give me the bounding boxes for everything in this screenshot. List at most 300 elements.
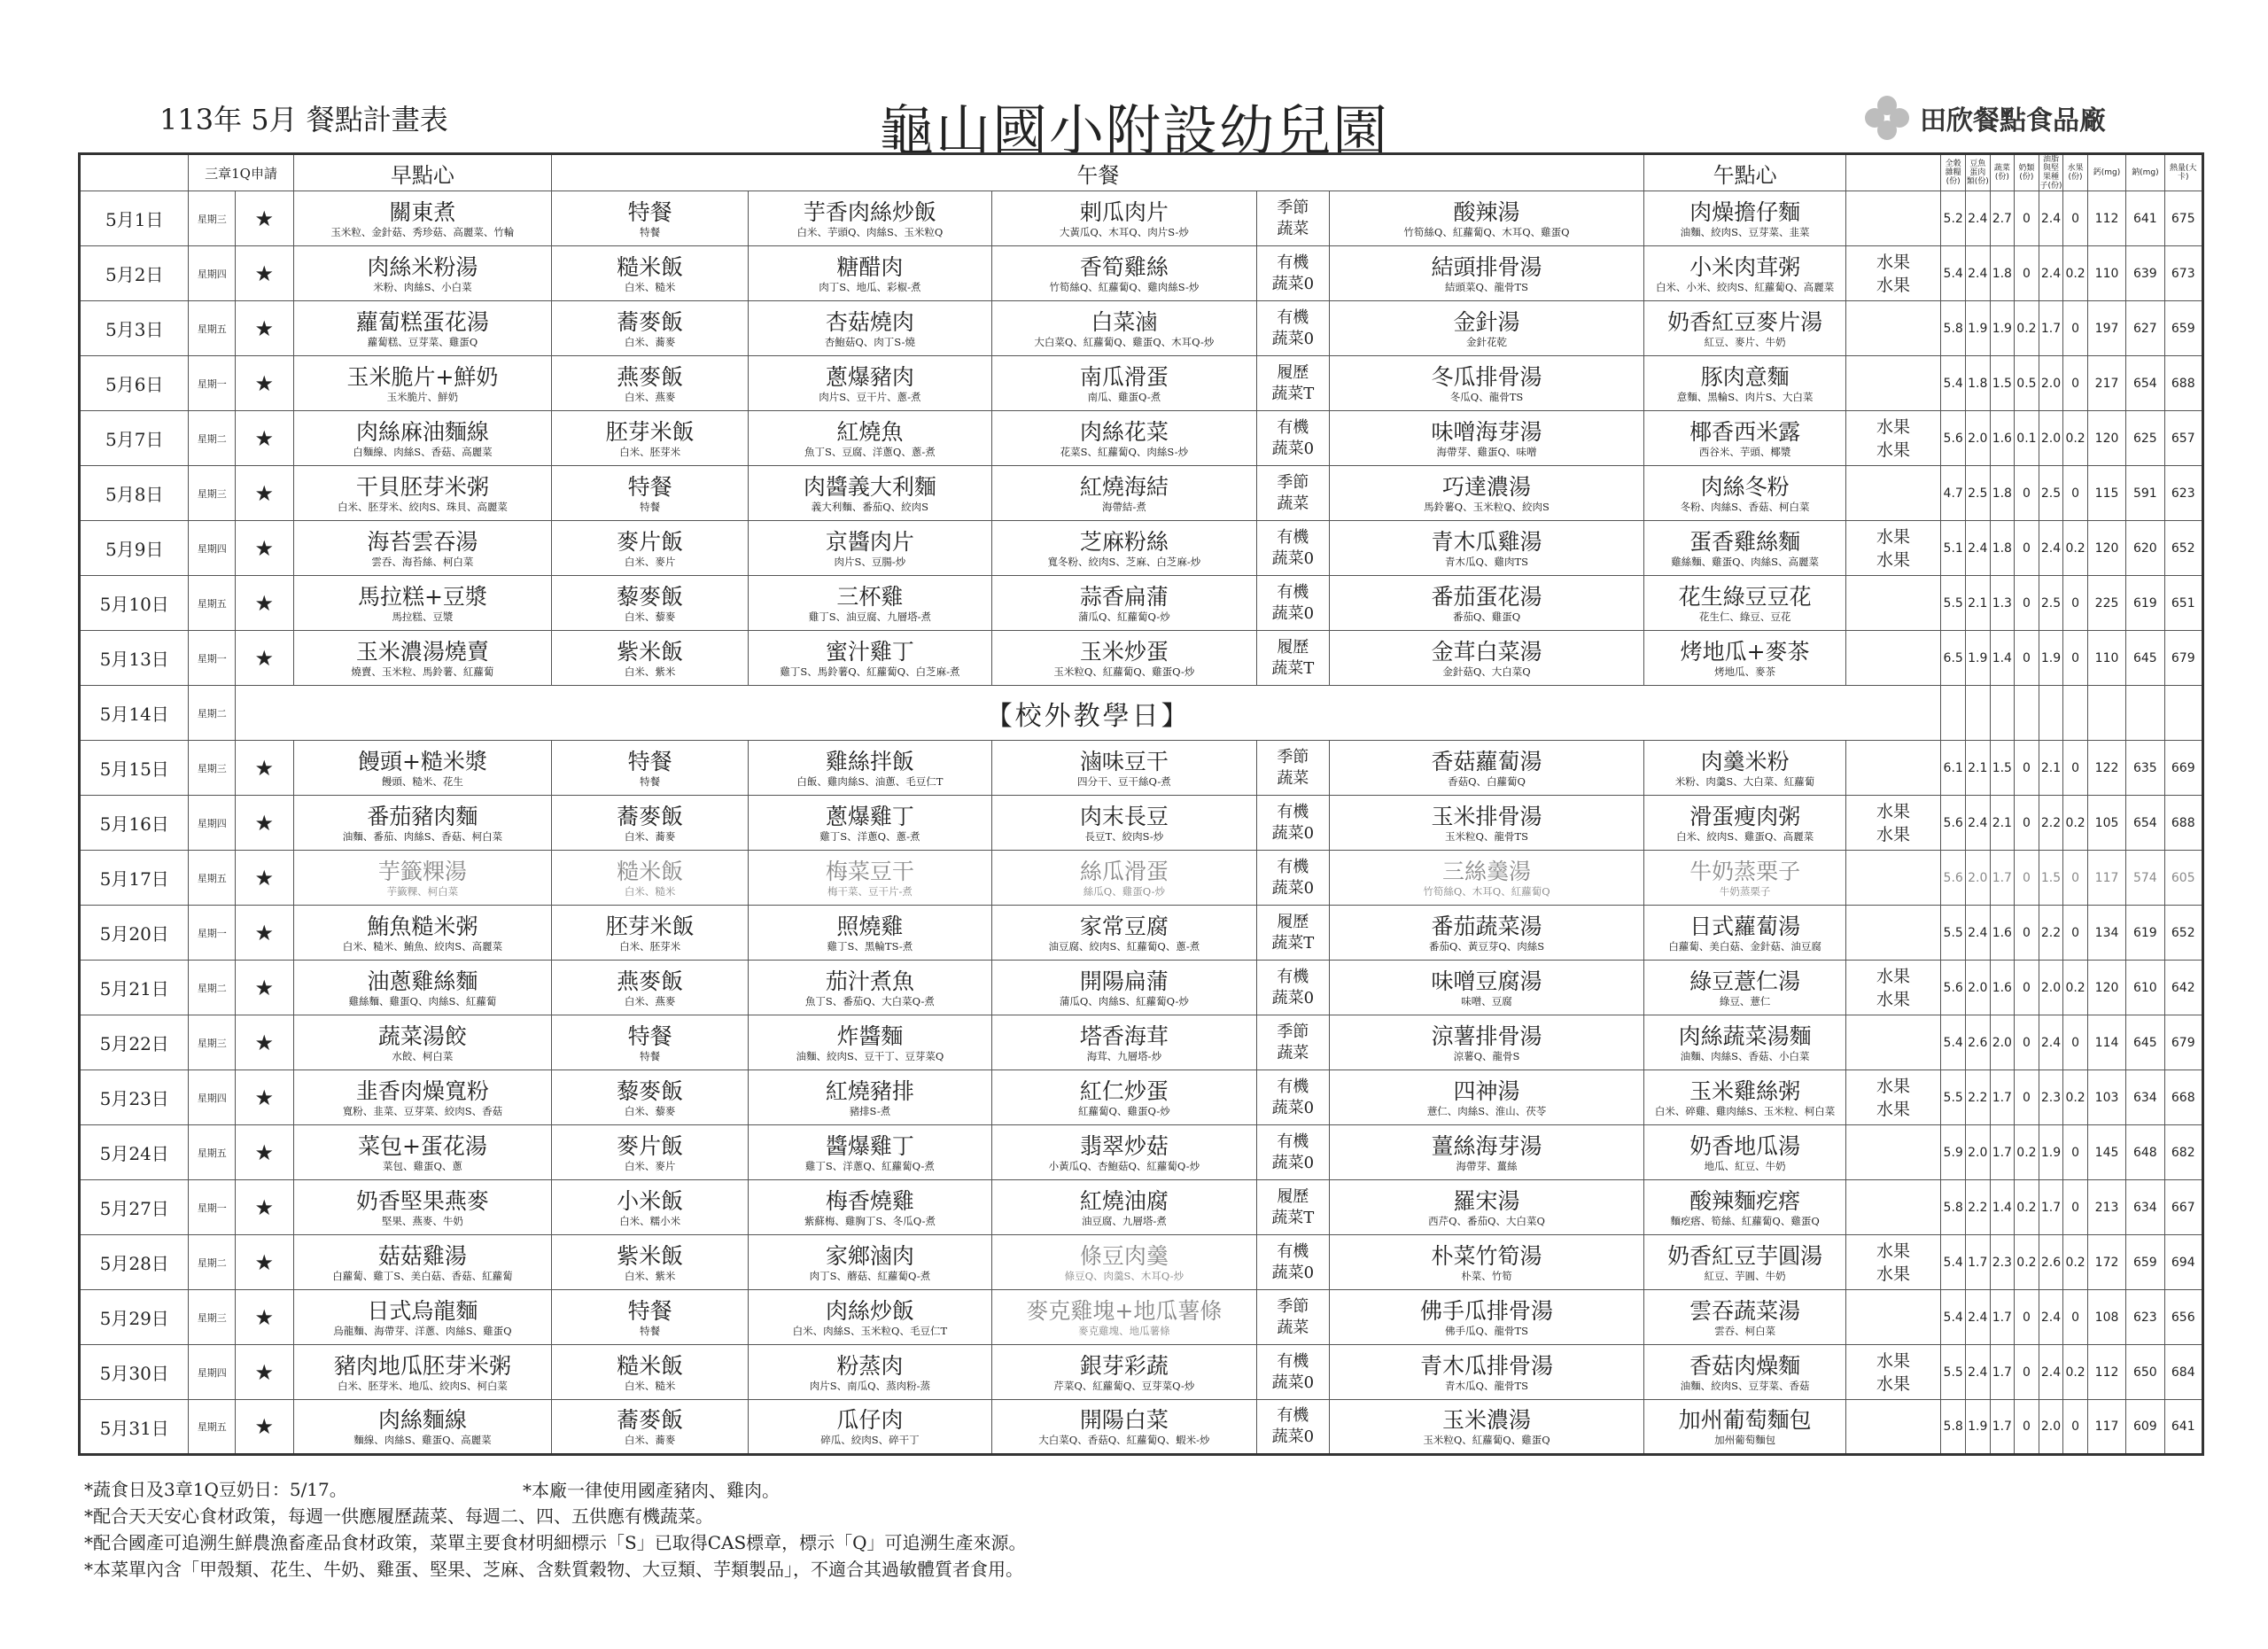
date-cell: 5月30日 [80, 1345, 189, 1400]
main-dish-cell [749, 906, 992, 961]
vegetable-type-cell: 季節 蔬菜 [1257, 1015, 1329, 1070]
breakfast-cell [293, 1290, 552, 1345]
dish-name: 奶香紅豆芋圓湯 [1667, 1242, 1823, 1269]
dish-name: 肉絲炒飯 [825, 1297, 914, 1324]
soup-cell [1329, 411, 1644, 466]
dish-name: 蛋香雞絲麵 [1689, 528, 1801, 555]
soup-cell [1329, 906, 1644, 961]
ingredients: 白米、胚芽米、地瓜、絞肉S、柯白菜 [337, 1379, 508, 1392]
fruit-cell [1845, 466, 1941, 521]
ingredients: 白米、胚芽米 [619, 445, 681, 458]
breakfast-cell [293, 631, 552, 686]
vegetable-type-cell: 季節 蔬菜 [1257, 466, 1329, 521]
nutrient-value: 0 [2063, 851, 2088, 906]
dish-name: 蜜汁雞丁 [825, 638, 914, 665]
nutrient-value: 0 [2063, 741, 2088, 796]
nutrient-value: 5.6 [1941, 961, 1966, 1015]
footnote: *蔬食日及3章1Q豆奶日：5/17。 [84, 1479, 347, 1500]
nutrient-value: 669 [2164, 741, 2202, 796]
dish-name: 蕎麥飯 [617, 803, 684, 829]
snack-cell [1644, 246, 1845, 301]
dish-name: 南瓜滑蛋 [1079, 363, 1169, 390]
dish-name: 紫米飯 [617, 1242, 684, 1269]
nutrient-value: 0 [2015, 1015, 2039, 1070]
ingredients: 寬粉、韭菜、豆芽菜、絞肉S、香菇 [342, 1104, 503, 1117]
dish-name: 銀芽彩蔬 [1079, 1352, 1169, 1379]
nutrient-value: 1.7 [1990, 1070, 2015, 1125]
ingredients: 海帶芽、雞蛋Q、味噌 [1436, 445, 1537, 458]
ingredients: 雞絲麵、雞蛋Q、肉絲S、紅蘿蔔 [348, 994, 497, 1007]
ingredients: 玉米粒、金針菇、秀珍菇、高麗菜、竹輪 [330, 225, 515, 238]
nutrient-value: 5.6 [1941, 796, 1966, 851]
ingredients: 肉片S、南瓜Q、蒸肉粉-蒸 [809, 1379, 930, 1392]
weekday-cell: 星期四 [189, 1345, 236, 1400]
ingredients: 白米、碎雞、雞肉絲S、玉米粒、柯白菜 [1654, 1104, 1836, 1117]
dish-name: 特餐 [627, 1297, 672, 1324]
breakfast-cell [293, 1400, 552, 1455]
fruit-cell [1845, 1400, 1941, 1455]
main-dish-cell [749, 466, 992, 521]
ingredients: 紫蘇梅、雞胸丁S、冬瓜Q-煮 [804, 1214, 936, 1227]
ingredients: 大黃瓜Q、木耳Q、肉片S-炒 [1059, 225, 1189, 238]
staple-cell [552, 631, 749, 686]
nutrient-value: 1.6 [1990, 961, 2015, 1015]
nutrient-header: 豆魚蛋肉類(份) [1965, 154, 1990, 191]
nutrient-value: 634 [2126, 1180, 2164, 1235]
dish-name: 日式烏龍麵 [367, 1297, 478, 1324]
date-cell: 5月7日 [80, 411, 189, 466]
ingredients: 白米、紫米 [624, 665, 676, 678]
brand-logo [1865, 96, 2106, 140]
dish-name: 肉燥擔仔麵 [1689, 198, 1801, 225]
snack-cell [1644, 576, 1845, 631]
nutrient-value: 1.5 [1990, 741, 2015, 796]
side-dish-cell [991, 1345, 1256, 1400]
date-cell: 5月14日 [80, 686, 189, 741]
nutrient-value: 0 [2063, 576, 2088, 631]
star-icon: ★ [235, 961, 293, 1015]
nutrient-value: 1.9 [2039, 1125, 2063, 1180]
field-trip-day: 【校外教學日】 [235, 686, 1940, 741]
nutrient-value: 623 [2164, 466, 2202, 521]
snack-cell [1644, 741, 1845, 796]
ingredients: 意麵、黑輪S、肉片S、大白菜 [1676, 390, 1814, 403]
nutrient-value: 5.5 [1941, 1070, 1966, 1125]
breakfast-cell [293, 301, 552, 356]
ingredients: 水餃、柯白菜 [392, 1049, 454, 1062]
nutrient-value: 103 [2087, 1070, 2125, 1125]
dish-name: 蔥爆雞丁 [825, 803, 914, 829]
dish-name: 家鄉滷肉 [825, 1242, 914, 1269]
dish-name: 燕麥飯 [617, 363, 684, 390]
fruit-cell [1845, 851, 1941, 906]
staple-cell [552, 1125, 749, 1180]
nutrient-value: 172 [2087, 1235, 2125, 1290]
fruit-cell [1845, 191, 1941, 246]
nutrient-value: 650 [2126, 1345, 2164, 1400]
nutrient-value: 0 [2015, 906, 2039, 961]
ingredients: 肉丁S、地瓜、彩椒-煮 [819, 280, 921, 293]
table-row [80, 1015, 2203, 1070]
weekday-cell: 星期一 [189, 356, 236, 411]
ingredients: 金針花乾 [1466, 335, 1507, 348]
nutrient-value: 1.9 [2039, 631, 2063, 686]
vegetable-type-cell: 有機 蔬菜0 [1257, 411, 1329, 466]
dish-name: 糙米飯 [617, 858, 684, 884]
snack-cell [1644, 631, 1845, 686]
nutrient-value: 609 [2126, 1400, 2164, 1455]
nutrient-value: 625 [2126, 411, 2164, 466]
nutrient-value: 652 [2164, 521, 2202, 576]
date-cell: 5月16日 [80, 796, 189, 851]
table-row [80, 521, 2203, 576]
ingredients: 玉米脆片、鮮奶 [386, 390, 459, 403]
table-row [80, 301, 2203, 356]
nutrient-value: 0.2 [2063, 1235, 2088, 1290]
nutrient-value: 2.2 [1965, 1070, 1990, 1125]
ingredients: 紅豆、麥片、牛奶 [1704, 335, 1786, 348]
side-dish-cell [991, 961, 1256, 1015]
dish-name: 香菇蘿蔔湯 [1431, 748, 1542, 774]
ingredients: 芹菜Q、紅蘿蔔Q、豆芽菜Q-炒 [1053, 1379, 1195, 1392]
footnote: *配合國產可追溯生鮮農漁畜產品食材政策，菜單主要食材明細標示「S」已取得CAS標章，標示「Q」可追溯生產來源。 [84, 1532, 1027, 1553]
snack-cell [1644, 1345, 1845, 1400]
ingredients: 花生仁、綠豆、豆花 [1698, 610, 1791, 623]
ingredients: 四分干、豆干絲Q-煮 [1077, 774, 1171, 788]
dish-name: 梅菜豆干 [825, 858, 914, 884]
soup-cell [1329, 356, 1644, 411]
nutrient-value: 2.4 [2039, 1290, 2063, 1345]
nutrient-value: 0 [2063, 631, 2088, 686]
ingredients: 西谷米、芋頭、椰漿 [1698, 445, 1791, 458]
ingredients: 蘿蔔糕、豆芽菜、雞蛋Q [367, 335, 478, 348]
ingredients: 玉米粒Q、龍骨TS [1445, 829, 1528, 843]
ingredients: 條豆Q、肉羹S、木耳Q-炒 [1064, 1269, 1184, 1282]
dish-name: 開陽白菜 [1079, 1407, 1169, 1433]
dish-name: 蕎麥飯 [617, 1407, 684, 1433]
nutrient-value: 1.7 [2039, 1180, 2063, 1235]
breakfast-cell [293, 1070, 552, 1125]
main-dish-cell [749, 521, 992, 576]
breakfast-cell [293, 246, 552, 301]
dish-name: 麥片飯 [617, 1132, 684, 1159]
nutrient-value: 0.2 [2063, 411, 2088, 466]
fruit-cell [1845, 1290, 1941, 1345]
dish-name: 番茄蔬菜湯 [1431, 913, 1542, 939]
table-header [80, 154, 2203, 191]
dish-name: 照燒雞 [836, 913, 904, 939]
breakfast-cell [293, 1015, 552, 1070]
dish-name: 韭香肉燥寬粉 [355, 1077, 489, 1104]
nutrient-value: 2.3 [1990, 1235, 2015, 1290]
side-dish-cell [991, 466, 1256, 521]
dish-name: 特餐 [627, 473, 672, 500]
nutrient-value: 654 [2126, 356, 2164, 411]
side-dish-cell [991, 576, 1256, 631]
breakfast-cell [293, 1125, 552, 1180]
dish-name: 紅仁炒蛋 [1079, 1077, 1169, 1104]
star-icon: ★ [235, 1345, 293, 1400]
dish-name: 京醬肉片 [825, 528, 914, 555]
main-dish-cell [749, 301, 992, 356]
staple-cell [552, 356, 749, 411]
footnote: *本廠一律使用國產豬肉、雞肉。 [523, 1480, 780, 1501]
nutrient-value: 654 [2126, 796, 2164, 851]
ingredients: 麥克雞塊、地瓜薯條 [1078, 1324, 1170, 1337]
ingredients: 肉片S、豆腸-炒 [834, 555, 906, 568]
ingredients: 紅蘿蔔Q、雞蛋Q-炒 [1078, 1104, 1170, 1117]
nutrient-value: 110 [2087, 631, 2125, 686]
nutrient-header: 熱量(大卡) [2164, 154, 2202, 191]
side-dish-cell [991, 301, 1256, 356]
main-dish-cell [749, 411, 992, 466]
nutrient-value: 0 [2063, 1015, 2088, 1070]
dish-name: 香菇肉燥麵 [1689, 1352, 1801, 1379]
nutrient-value: 6.1 [1941, 741, 1966, 796]
ingredients: 麵疙瘩、筍絲、紅蘿蔔Q、雞蛋Q [1670, 1214, 1820, 1227]
main-dish-cell [749, 631, 992, 686]
dish-name: 蒜香扁蒲 [1079, 583, 1169, 610]
date-cell: 5月2日 [80, 246, 189, 301]
nutrient-value: 645 [2126, 631, 2164, 686]
nutrient-value: 0.2 [2063, 961, 2088, 1015]
date-cell: 5月17日 [80, 851, 189, 906]
nutrient-value: 0 [2063, 1180, 2088, 1235]
nutrient-value: 1.7 [1965, 1235, 1990, 1290]
nutrient-value: 645 [2126, 1015, 2164, 1070]
dish-name: 滑蛋瘦肉粥 [1689, 803, 1801, 829]
side-dish-cell [991, 1290, 1256, 1345]
breakfast-cell [293, 796, 552, 851]
snack-cell [1644, 191, 1845, 246]
nutrient-value: 0 [2063, 906, 2088, 961]
nutrient-value: 620 [2126, 521, 2164, 576]
weekday-cell: 星期三 [189, 466, 236, 521]
nutrient-value: 2.1 [2039, 741, 2063, 796]
main-dish-cell [749, 961, 992, 1015]
nutrient-value: 225 [2087, 576, 2125, 631]
nutrient-value: 657 [2164, 411, 2202, 466]
soup-cell [1329, 246, 1644, 301]
nutrient-value: 2.1 [1990, 796, 2015, 851]
ingredients: 豬排S-煮 [849, 1104, 891, 1117]
snack-cell [1644, 466, 1845, 521]
date-cell: 5月15日 [80, 741, 189, 796]
nutrient-value: 1.7 [2039, 301, 2063, 356]
dish-name: 特餐 [627, 1023, 672, 1049]
menu-period: 113年 5月 餐點計畫表 [159, 103, 448, 136]
dish-name: 家常豆腐 [1079, 913, 1169, 939]
weekday-cell: 星期五 [189, 301, 236, 356]
nutrient-value: 120 [2087, 411, 2125, 466]
nutrient-value: 0 [2063, 301, 2088, 356]
nutrient-value: 2.4 [2039, 191, 2063, 246]
nutrient-value: 2.0 [1965, 411, 1990, 466]
ingredients: 冬瓜Q、龍骨TS [1449, 390, 1524, 403]
dish-name: 燕麥飯 [617, 968, 684, 994]
dish-name: 玉米雞絲粥 [1689, 1077, 1801, 1104]
ingredients: 馬拉糕、豆漿 [392, 610, 454, 623]
ingredients: 白米、絞肉S、雞蛋Q、高麗菜 [1675, 829, 1814, 843]
soup-cell [1329, 1345, 1644, 1400]
nutrient-value: 0 [2015, 246, 2039, 301]
table-row [80, 741, 2203, 796]
dish-name: 滷味豆干 [1079, 748, 1169, 774]
nutrient-value: 197 [2087, 301, 2125, 356]
dish-name: 翡翠炒菇 [1079, 1132, 1169, 1159]
dish-name: 酸辣麵疙瘩 [1689, 1187, 1801, 1214]
ingredients: 白米、胚芽米 [619, 939, 681, 953]
ingredients: 白米、肉絲S、玉米粒Q、毛豆仁T [792, 1324, 948, 1337]
ingredients: 雞丁S、黑輪TS-煮 [827, 939, 913, 953]
nutrient-header: 鈣(mg) [2087, 154, 2125, 191]
star-icon: ★ [235, 521, 293, 576]
ingredients: 白米、胚芽米、絞肉S、珠貝、高麗菜 [337, 500, 508, 513]
dish-name: 玉米排骨湯 [1431, 803, 1542, 829]
side-dish-cell [991, 631, 1256, 686]
nutrient-value: 0.1 [2015, 411, 2039, 466]
dish-name: 奶香地瓜湯 [1689, 1132, 1801, 1159]
date-cell: 5月8日 [80, 466, 189, 521]
dish-name: 條豆肉羹 [1079, 1242, 1169, 1269]
soup-cell [1329, 961, 1644, 1015]
nutrient-value: 122 [2087, 741, 2125, 796]
table-row [80, 411, 2203, 466]
dish-name: 薑絲海芽湯 [1431, 1132, 1542, 1159]
side-dish-cell [991, 1180, 1256, 1235]
ingredients: 白米、燕麥 [624, 390, 676, 403]
weekday-cell: 星期五 [189, 1125, 236, 1180]
weekday-cell: 星期四 [189, 1070, 236, 1125]
ingredients: 杏鮑菇Q、肉丁S-燒 [824, 335, 915, 348]
ingredients: 青木瓜Q、龍骨TS [1445, 1379, 1528, 1392]
side-dish-cell [991, 191, 1256, 246]
staple-cell [552, 1180, 749, 1235]
ingredients: 花菜S、紅蘿蔔Q、肉絲S-炒 [1060, 445, 1189, 458]
dish-name: 特餐 [627, 748, 672, 774]
footnote: *配合天天安心食材政策，每週一供應履歷蔬菜、每週二、四、五供應有機蔬菜。 [84, 1505, 713, 1527]
vegetable-type-cell: 有機 蔬菜0 [1257, 1125, 1329, 1180]
nutrient-value: 641 [2126, 191, 2164, 246]
nutrient-value: 5.8 [1941, 1400, 1966, 1455]
nutrient-value: 117 [2087, 851, 2125, 906]
date-cell: 5月20日 [80, 906, 189, 961]
fruit-cell: 水果 水果 [1845, 1345, 1941, 1400]
ingredients: 牛奶蒸栗子 [1719, 884, 1771, 898]
nutrient-value: 0 [2015, 576, 2039, 631]
ingredients: 梅干菜、豆干片-煮 [827, 884, 913, 898]
meal-plan-table [78, 152, 2204, 1456]
ingredients: 白米、糙米 [624, 1379, 676, 1392]
side-dish-cell [991, 906, 1256, 961]
star-icon: ★ [235, 576, 293, 631]
side-dish-cell [991, 1070, 1256, 1125]
nutrient-header: 鈉(mg) [2126, 154, 2164, 191]
table-row [80, 631, 2203, 686]
table-row [80, 1070, 2203, 1125]
nutrient-value: 5.6 [1941, 411, 1966, 466]
nutrient-value: 1.7 [1990, 1345, 2015, 1400]
dish-name: 小米飯 [617, 1187, 684, 1214]
nutrient-value: 0 [2015, 741, 2039, 796]
dish-name: 剌瓜肉片 [1079, 198, 1169, 225]
vegetable-type-cell: 有機 蔬菜0 [1257, 1345, 1329, 1400]
ingredients: 魚丁S、番茄Q、大白菜Q-煮 [804, 994, 935, 1007]
nutrient-value: 6.5 [1941, 631, 1966, 686]
ingredients: 薏仁、肉絲S、淮山、茯苓 [1426, 1104, 1547, 1117]
dish-name: 肉末長豆 [1079, 803, 1169, 829]
nutrient-value: 5.8 [1941, 1180, 1966, 1235]
nutrient-value: 0.2 [2015, 301, 2039, 356]
ingredients: 加州葡萄麵包 [1714, 1434, 1776, 1446]
clover-icon [1865, 96, 1909, 140]
table-row [80, 1125, 2203, 1180]
dish-name: 蘿蔔糕蛋花湯 [355, 308, 489, 335]
dish-name: 蕎麥飯 [617, 308, 684, 335]
breakfast-cell [293, 466, 552, 521]
side-dish-cell [991, 741, 1256, 796]
dish-name: 冬瓜排骨湯 [1431, 363, 1542, 390]
main-dish-cell [749, 576, 992, 631]
ingredients: 白米、蕎麥 [624, 829, 676, 843]
weekday-cell: 星期五 [189, 576, 236, 631]
dish-name: 炸醬麵 [836, 1023, 904, 1049]
nutrient-value: 1.9 [1965, 1400, 1990, 1455]
soup-cell [1329, 1180, 1644, 1235]
ingredients: 香菇Q、白蘿蔔Q [1448, 774, 1526, 788]
nutrient-value: 5.4 [1941, 1235, 1966, 1290]
ingredients: 番茄Q、雞蛋Q [1452, 610, 1521, 623]
nutrient-value: 2.1 [1965, 741, 1990, 796]
nutrient-value: 2.4 [1965, 1290, 1990, 1345]
ingredients: 油麵、絞肉S、豆芽菜、韭菜 [1680, 225, 1810, 238]
page-title: 龜山國小附設幼兒園 [878, 98, 1389, 163]
nutrient-value: 0 [2063, 191, 2088, 246]
dish-name: 紫米飯 [617, 638, 684, 665]
side-dish-cell [991, 521, 1256, 576]
nutrient-value: 648 [2126, 1125, 2164, 1180]
table-row [80, 1235, 2203, 1290]
nutrient-value: 5.8 [1941, 301, 1966, 356]
ingredients: 白米、芋頭Q、肉絲S、玉米粒Q [796, 225, 944, 238]
dish-name: 椰香西米露 [1689, 418, 1801, 445]
nutrient-value: 5.4 [1941, 1015, 1966, 1070]
dish-name: 瓜仔肉 [836, 1407, 904, 1433]
ingredients: 義大利麵、番茄Q、絞肉S [811, 500, 929, 513]
side-dish-cell [991, 1015, 1256, 1070]
vegetable-type-cell: 有機 蔬菜0 [1257, 851, 1329, 906]
nutrient-value: 5.6 [1941, 851, 1966, 906]
nutrient-value: 0.2 [2063, 796, 2088, 851]
nutrient-value: 1.7 [1990, 1125, 2015, 1180]
dish-name: 四神湯 [1453, 1077, 1520, 1104]
table-row [80, 191, 2203, 246]
weekday-cell: 星期五 [189, 1400, 236, 1455]
table-row [80, 246, 2203, 301]
dish-name: 白菜滷 [1091, 308, 1158, 335]
fruit-cell: 水果 水果 [1845, 1070, 1941, 1125]
snack-cell [1644, 1400, 1845, 1455]
date-cell: 5月6日 [80, 356, 189, 411]
dish-name: 紅燒魚 [836, 418, 904, 445]
dish-name: 日式蘿蔔湯 [1689, 913, 1801, 939]
nutrient-header: 水果(份) [2063, 154, 2088, 191]
ingredients: 小黃瓜Q、杏鮑菇Q、紅蘿蔔Q-炒 [1048, 1159, 1200, 1172]
dish-name: 綠豆薏仁湯 [1689, 968, 1801, 994]
nutrient-value: 2.4 [2039, 1345, 2063, 1400]
ingredients: 綠豆、薏仁 [1719, 994, 1771, 1007]
nutrient-value: 5.5 [1941, 1345, 1966, 1400]
